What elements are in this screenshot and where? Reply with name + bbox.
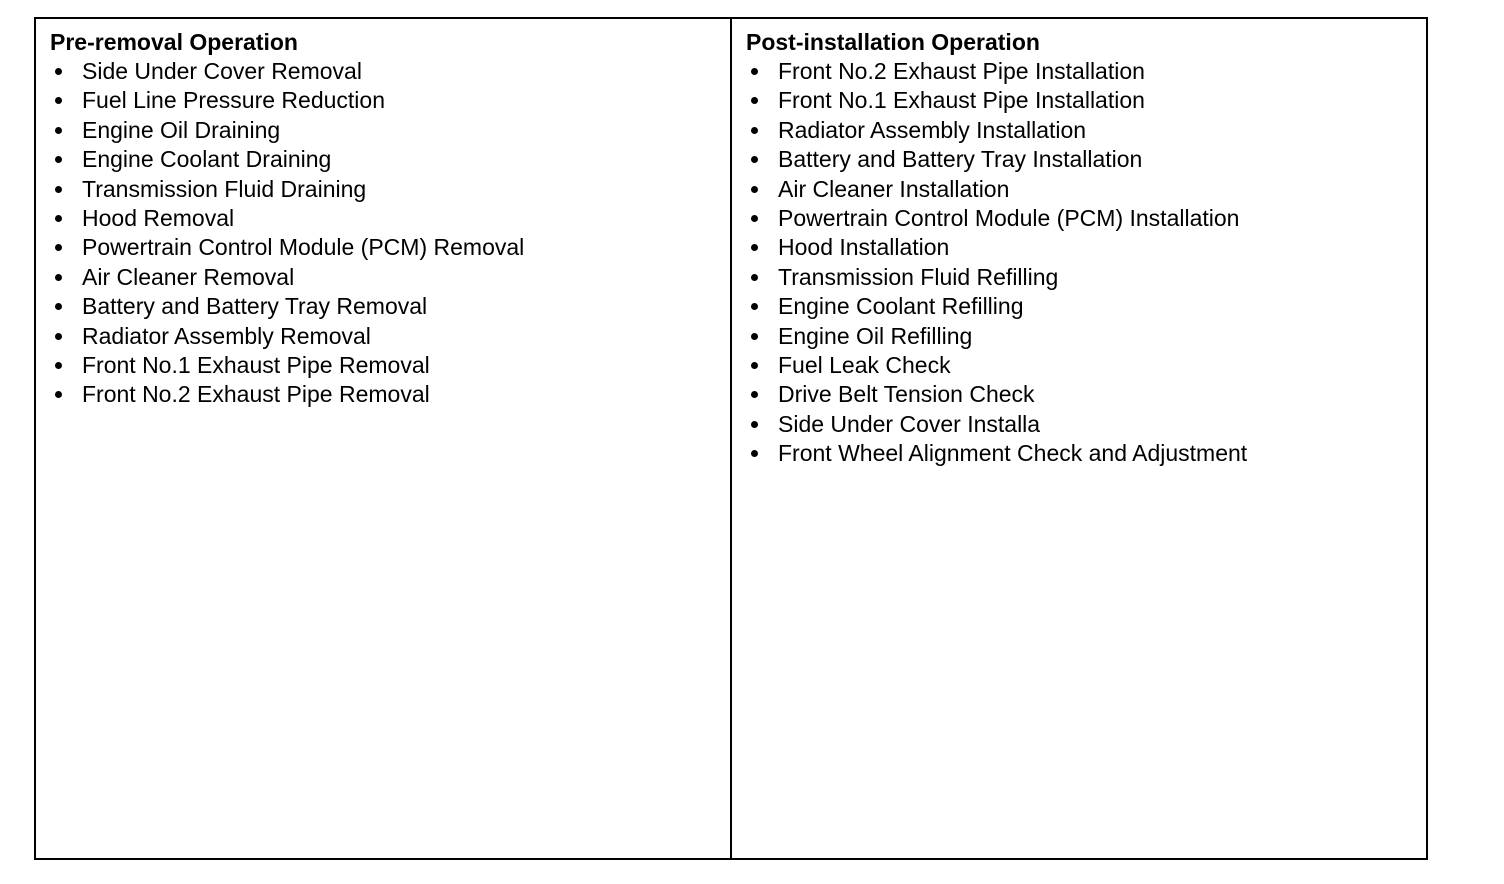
bullet-icon (55, 391, 62, 398)
list-item-text: Front Wheel Alignment Check and Adjustment (778, 440, 1248, 467)
list-item (50, 380, 730, 409)
list-item-text: Front No.2 Exhaust Pipe Installation (778, 58, 1145, 84)
post-installation-title: Post-installation Operation (746, 29, 1040, 55)
list-item (746, 410, 1426, 439)
list-item (746, 351, 1426, 380)
list-item-text: Battery and Battery Tray Installation (778, 146, 1143, 173)
list-item-text: Powertrain Control Module (PCM) Installation (778, 205, 1240, 232)
list-item-text: Air Cleaner Installation (778, 175, 1010, 202)
list-item (50, 263, 730, 292)
bullet-icon (751, 68, 758, 75)
list-item (746, 57, 1426, 86)
list-item-text: Engine Coolant Draining (82, 146, 332, 173)
list-item (50, 292, 730, 321)
list-item (50, 116, 730, 145)
pre-removal-column (36, 19, 732, 858)
list-item (746, 263, 1426, 292)
bullet-icon (751, 303, 758, 310)
list-item (746, 233, 1426, 262)
bullet-icon (55, 274, 62, 281)
list-item-text: Transmission Fluid Draining (82, 175, 367, 202)
bullet-icon (751, 186, 758, 193)
list-item-text: Fuel Line Pressure Reduction (82, 87, 385, 114)
list-item-text: Engine Oil Draining (82, 116, 281, 143)
list-item-text: Battery and Battery Tray Removal (82, 293, 428, 320)
list-item (50, 322, 730, 351)
list-item-text: Side Under Cover Installa (778, 410, 1041, 437)
bullet-icon (751, 333, 758, 340)
list-item-text: Engine Oil Refilling (778, 322, 973, 349)
list-item-text: Hood Installation (778, 234, 950, 261)
bullet-icon (55, 156, 62, 163)
list-item (746, 175, 1426, 204)
bullet-icon (751, 156, 758, 163)
list-item-text: Side Under Cover Removal (82, 58, 362, 84)
list-item (50, 145, 730, 174)
list-item (50, 233, 730, 262)
list-item (746, 439, 1426, 468)
list-item-text: Air Cleaner Removal (82, 263, 295, 290)
bullet-icon (751, 244, 758, 251)
bullet-icon (55, 215, 62, 222)
list-item-text: Drive Belt Tension Check (778, 381, 1035, 408)
list-item-text: Hood Removal (82, 205, 235, 232)
bullet-icon (751, 215, 758, 222)
operations-table (34, 17, 1428, 860)
list-item-text: Front No.2 Exhaust Pipe Removal (82, 381, 430, 408)
list-item-text: Powertrain Control Module (PCM) Removal (82, 234, 525, 261)
list-item (746, 292, 1426, 321)
list-item-text: Transmission Fluid Refilling (778, 263, 1059, 290)
bullet-icon (751, 450, 758, 457)
list-item (746, 322, 1426, 351)
list-item-text: Radiator Assembly Removal (82, 322, 371, 349)
bullet-icon (55, 127, 62, 134)
bullet-icon (751, 391, 758, 398)
pre-removal-list (50, 57, 730, 410)
list-item (50, 86, 730, 115)
list-item-text: Fuel Leak Check (778, 352, 951, 379)
list-item-text: Front No.1 Exhaust Pipe Installation (778, 87, 1145, 114)
bullet-icon (751, 362, 758, 369)
list-item (50, 351, 730, 380)
list-item (746, 86, 1426, 115)
list-item (50, 204, 730, 233)
bullet-icon (55, 186, 62, 193)
bullet-icon (55, 68, 62, 75)
list-item (746, 204, 1426, 233)
list-item-text: Front No.1 Exhaust Pipe Removal (82, 352, 430, 379)
bullet-icon (55, 303, 62, 310)
list-item (746, 116, 1426, 145)
list-item (746, 145, 1426, 174)
list-item (50, 175, 730, 204)
pre-removal-title: Pre-removal Operation (50, 29, 298, 55)
list-item-text: Radiator Assembly Installation (778, 116, 1087, 143)
bullet-icon (55, 244, 62, 251)
bullet-icon (751, 421, 758, 428)
post-installation-column (732, 19, 1426, 858)
post-installation-list (746, 57, 1426, 469)
list-item-text: Engine Coolant Refilling (778, 293, 1024, 320)
bullet-icon (55, 362, 62, 369)
bullet-icon (751, 274, 758, 281)
bullet-icon (751, 97, 758, 104)
bullet-icon (751, 127, 758, 134)
list-item (746, 380, 1426, 409)
list-item (50, 57, 730, 86)
bullet-icon (55, 333, 62, 340)
bullet-icon (55, 97, 62, 104)
